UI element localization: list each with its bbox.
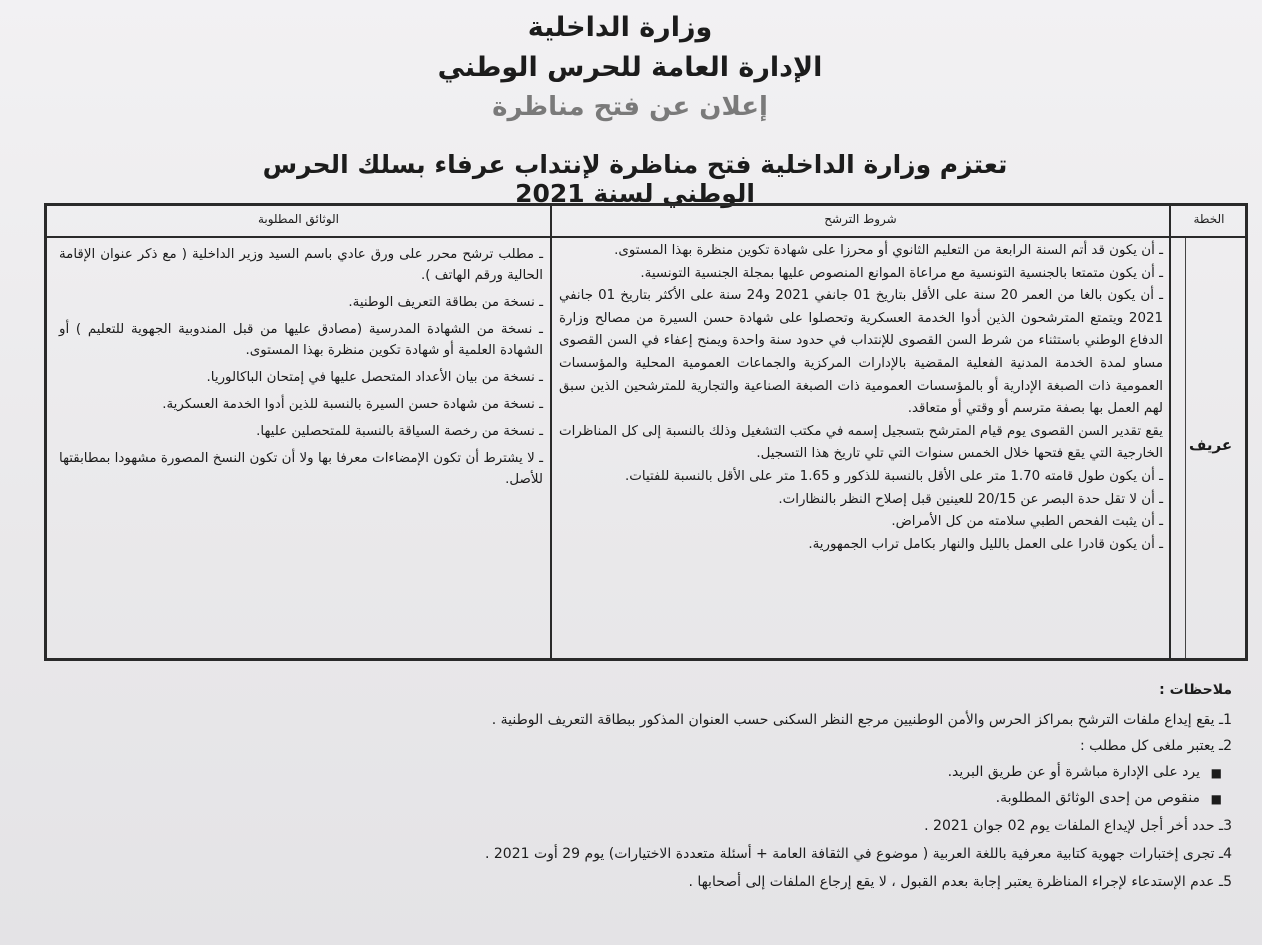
bullet-icon: ■ xyxy=(1210,792,1222,806)
condition-item: ـ أن يكون قادرا على العمل بالليل والنهار بكامل تراب الجمهورية. xyxy=(808,536,1163,552)
header-directorate: الإدارة العامة للحرس الوطني xyxy=(437,52,823,83)
header-subtitle: تعتزم وزارة الداخلية فتح مناظرة لإنتداب عرفاء بسلك الحرس الوطني لسنة 2021 xyxy=(262,150,1008,208)
note-2a: يرد على الإدارة مباشرة أو عن طريق البريد. xyxy=(947,764,1200,780)
note-1: 1ـ يقع إيداع ملفات الترشح بمراكز الحرس والأمن الوطنيين مرجع النظر السكنى حسب العنوان المذكور ببطاقة التعريف الوطنية . xyxy=(491,712,1232,728)
condition-item: ـ أن يكون قد أتم السنة الرابعة من التعليم الثانوي أو محرزا على شهادة تكوين منظرة بهذا المستوى. xyxy=(614,243,1163,258)
condition-item: ـ أن يكون متمتعا بالجنسية التونسية مع مراعاة الموانع المنصوص عليها بمجلة الجنسية التونسية. xyxy=(640,265,1163,281)
note-5: 5ـ عدم الإستدعاء لإجراء المناظرة يعتبر إجابة بعدم القبول ، لا يقع إرجاع الملفات إلى أصحابها . xyxy=(688,874,1232,890)
header-announcement: إعلان عن فتح مناظرة xyxy=(492,92,768,122)
document-item: ـ لا يشترط أن تكون الإمضاءات معرفا بها ولا أن تكون النسخ المصورة مشهودا بمطابقتها للأصل. xyxy=(59,451,543,487)
condition-item: ـ أن يثبت الفحص الطبي سلامته من كل الأمراض. xyxy=(891,514,1163,530)
document-item: ـ نسخة من بطاقة التعريف الوطنية. xyxy=(348,295,543,310)
condition-item: ـ أن لا تقل حدة البصر عن 20/15 للعينين قبل إصلاح النظر بالنظارات. xyxy=(778,491,1163,507)
table-header-conditions: شروط الترشح xyxy=(824,212,897,226)
document-item: ـ نسخة من شهادة حسن السيرة بالنسبة للذين أدوا الخدمة العسكرية. xyxy=(162,397,543,412)
table-header-rank: الخطة xyxy=(1193,212,1225,226)
document-item: ـ نسخة من رخصة السياقة بالنسبة للمتحصلين عليها. xyxy=(256,424,543,439)
table-inner-rule xyxy=(1185,236,1186,658)
note-2b: منقوص من إحدى الوثائق المطلوبة. xyxy=(995,790,1200,806)
document-item: ـ نسخة من الشهادة المدرسية (مصادق عليها من قبل المندوبية الجهوية للتعليم ) أو الشهادة العلمية أو شهادة تكوين منظرة بهذا المستوى. xyxy=(59,322,543,358)
table-col-divider-docs xyxy=(550,206,552,658)
conditions-list xyxy=(559,240,1163,556)
table-header-documents: الوثائق المطلوبة xyxy=(257,212,340,226)
requirements-table xyxy=(44,203,1248,661)
header-ministry: وزارة الداخلية xyxy=(527,12,713,43)
note-3: 3ـ حدد أخر أجل لإيداع الملفات يوم 02 جوان 2021 . xyxy=(924,818,1232,834)
note-2: 2ـ يعتبر ملغى كل مطلب : xyxy=(1079,738,1232,754)
table-header-divider xyxy=(47,236,1245,238)
condition-item: ـ أن يكون طول قامته 1.70 متر على الأقل بالنسبة للذكور و 1.65 متر على الأقل بالنسبة للفتيات. xyxy=(625,468,1163,484)
bullet-icon: ■ xyxy=(1210,766,1222,780)
condition-item: ـ أن يكون بالغا من العمر 20 سنة على الأقل بتاريخ 01 جانفي 2021 و24 سنة على الأكثر بتاريخ 01 جانفي 2021 ويتمتع المترشحون الذين أدوا الخدمة العسكرية وتحصلوا على شهادة حسن السيرة من مصالح وزارة الدفاع الوطني باستثناء من شرط السن القصوى للإنتداب في حدود سنة واحدة ويمنح إعفاء في السن القصوى مساو لمدة الخدمة المدنية الفعلية المقضية بالإدارات المركزية والجماعات العمومية المحلية والمؤسسات العمومية ذات الصبغة الإدارية أو بالمؤسسات العمومية ذات الصبغة الصناعية والتجارية للمترشحين الذين سبق لهم العمل بها بصفة مترسم أو وقتي أو متعاقد. xyxy=(559,288,1163,417)
note-4: 4ـ تجرى إختبارات جهوية كتابية معرفية باللغة العربية ( موضوع في الثقافة العامة + أسئلة متعددة الاختيارات) يوم 29 أوت 2021 . xyxy=(484,846,1232,862)
document-item: ـ نسخة من بيان الأعداد المتحصل عليها في إمتحان الباكالوريا. xyxy=(206,370,543,385)
notes-title: ملاحظات : xyxy=(1159,682,1232,698)
document-item: ـ مطلب ترشح محرر على ورق عادي باسم السيد وزير الداخلية ( مع ذكر عنوان الإقامة الحالية ورقم الهاتف ). xyxy=(59,247,543,283)
table-col-divider-rank xyxy=(1169,206,1171,658)
rank-value: عريف xyxy=(1189,436,1233,454)
documents-list xyxy=(59,244,543,496)
condition-item: يقع تقدير السن القصوى يوم قيام المترشح بتسجيل إسمه في مكتب التشغيل وذلك بالنسبة إلى كل المناظرات الخارجية التي يقع فتحها خلال الخمس سنوات التي تلي تاريخ هذا التسجيل. xyxy=(559,423,1163,462)
